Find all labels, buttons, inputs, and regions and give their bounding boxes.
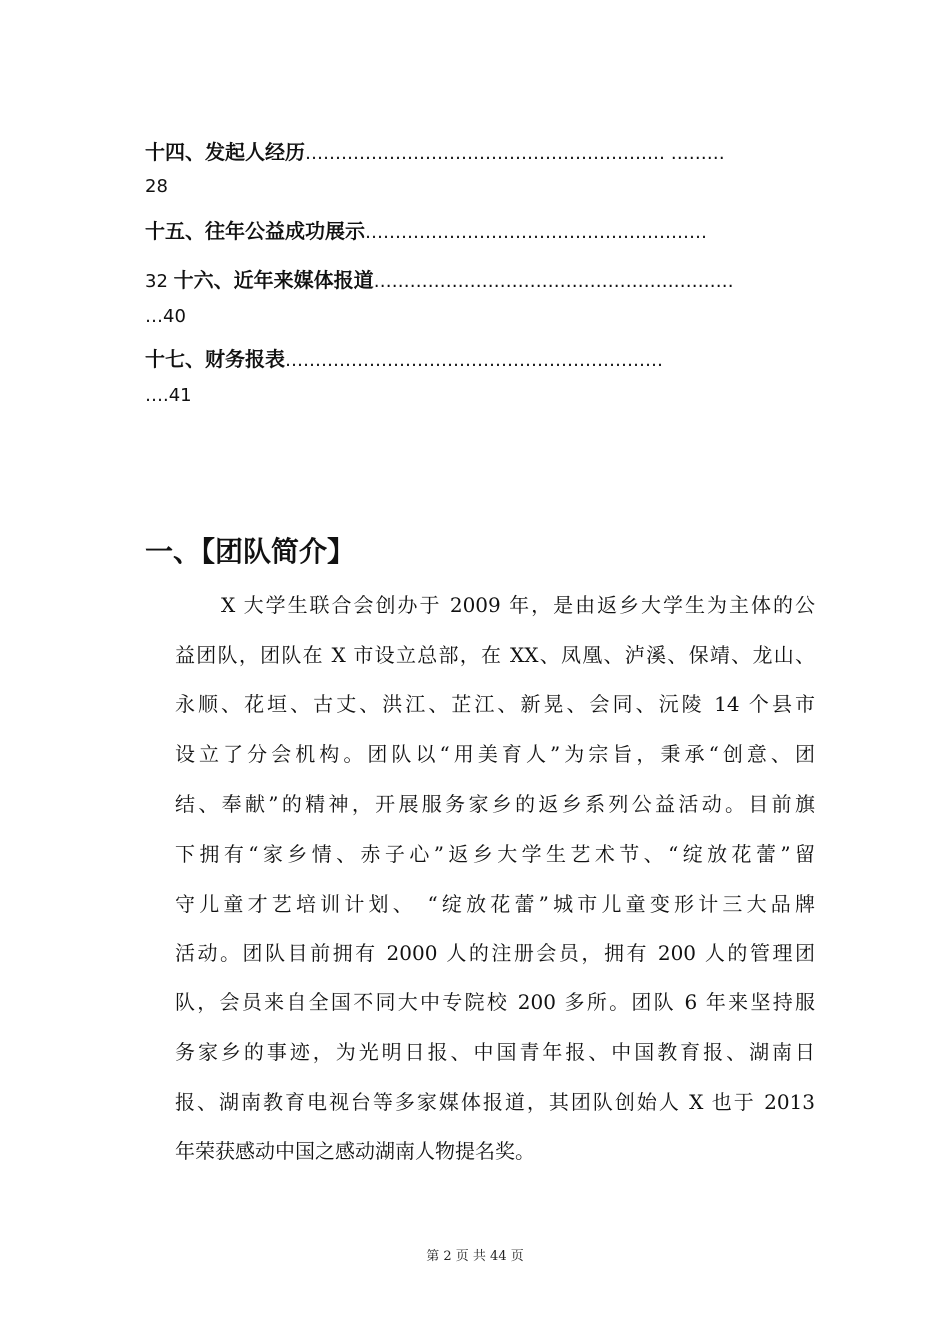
paragraph-line: 活动。团队目前拥有 2000 人的注册会员，拥有 200 人的管理团 [175, 941, 815, 965]
toc-entry-16[interactable] [145, 268, 810, 294]
toc-entry-title: 十六、近年来媒体报道 [173, 268, 374, 292]
toc-page-number-text: 28 [145, 176, 168, 197]
toc-page-number [145, 383, 810, 408]
toc-entry-title: 十五、往年公益成功展示 [145, 219, 365, 243]
toc-leader-dots: …………………………………………………… ……… [305, 143, 725, 164]
toc-page-number-text: ….41 [145, 385, 192, 406]
paragraph-line: 报、湖南教育电视台等多家媒体报道，其团队创始人 X 也于 2013 [175, 1090, 815, 1114]
toc-leader-dots: ………………………………………………… [365, 222, 707, 243]
toc-page-number [145, 304, 810, 329]
paragraph-line: 队，会员来自全国不同大中专院校 200 多所。团队 6 年来坚持服 [175, 990, 815, 1014]
paragraph-line: X 大学生联合会创办于 2009 年，是由返乡大学生为主体的公 [221, 593, 815, 617]
paragraph-line: 务家乡的事迹，为光明日报、中国青年报、中国教育报、湖南日 [175, 1040, 815, 1064]
toc-entry-15[interactable] [145, 219, 810, 245]
toc-page-prefix: 32 [145, 271, 174, 292]
paragraph-line: 益团队，团队在 X 市设立总部，在 XX、凤凰、泸溪、保靖、龙山、 [175, 643, 815, 667]
toc-entry-17[interactable] [145, 347, 810, 373]
section-heading: 一、【团队简介】 [145, 535, 356, 568]
paragraph-line: 永顺、花垣、古丈、洪江、芷江、新晃、会同、沅陵 14 个县市 [175, 692, 815, 716]
page-footer: 第 2 页 共 44 页 [426, 1249, 524, 1264]
toc-page-number [145, 174, 810, 199]
paragraph-line: 下拥有“家乡情、赤子心”返乡大学生艺术节、“绽放花蕾”留 [175, 842, 815, 866]
paragraph-line: 年荣获感动中国之感动湖南人物提名奖。 [175, 1139, 535, 1163]
toc-entry-title: 十四、发起人经历 [145, 140, 305, 164]
toc-leader-dots: …………………………………………………… [373, 271, 734, 292]
toc-entry-title: 十七、财务报表 [145, 347, 285, 371]
paragraph-line: 结、奉献”的精神，开展服务家乡的返乡系列公益活动。目前旗 [175, 792, 815, 816]
paragraph-line: 设立了分会机构。团队以“用美育人”为宗旨，秉承“创意、团 [175, 742, 815, 766]
toc-leader-dots: ……………………………………………………… [285, 350, 663, 371]
toc-page-number-text: …40 [145, 306, 186, 327]
toc-entry-14[interactable] [145, 140, 810, 166]
paragraph-line: 守儿童才艺培训计划、 “绽放花蕾”城市儿童变形计三大品牌 [175, 892, 815, 916]
